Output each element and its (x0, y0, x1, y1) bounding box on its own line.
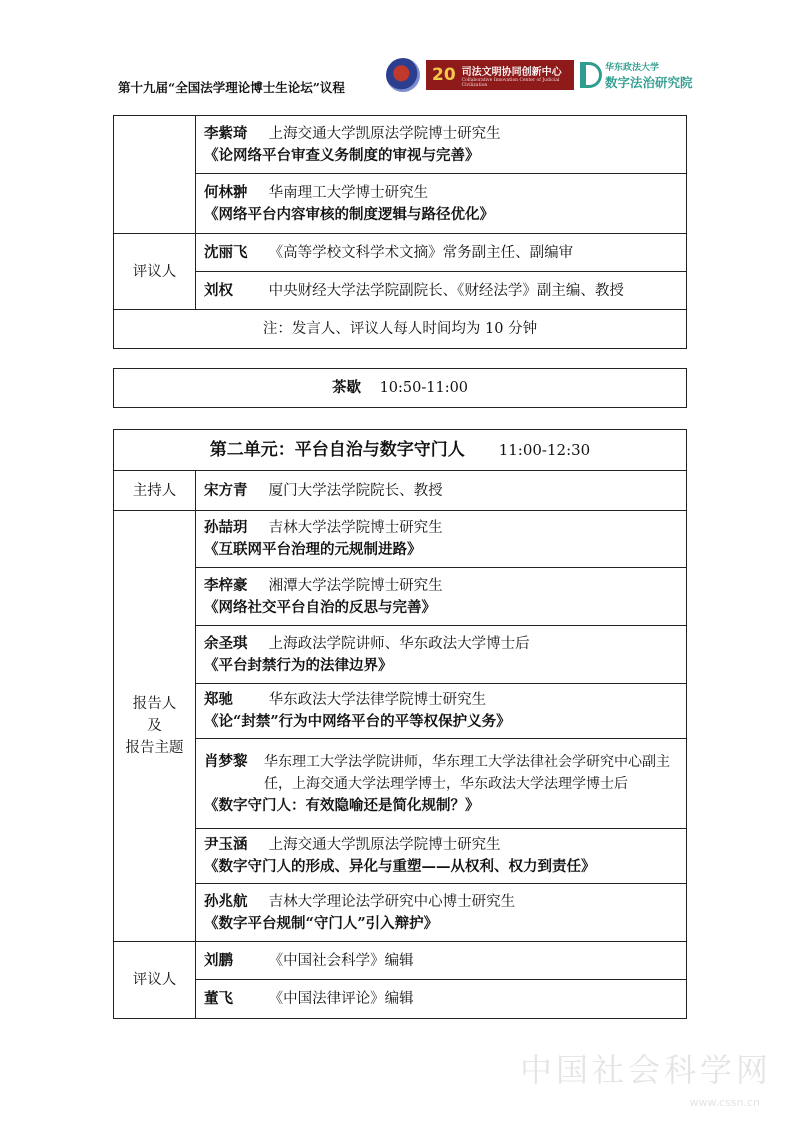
speaker-cell (196, 829, 687, 884)
tea-break-label: 茶歇 (331, 379, 361, 396)
reporter-label (114, 511, 196, 942)
note-row (114, 310, 687, 349)
speaker-affiliation: 上海交通大学凯原法学院博士研究生 (268, 837, 501, 853)
speaker-row (114, 511, 687, 568)
speaker-topic: 《数字平台规制“守门人”引入辩护》 (204, 914, 439, 932)
unit-two-table (113, 429, 687, 1019)
reviewer-row (114, 272, 687, 310)
speaker-cell (196, 116, 687, 174)
reviewer-name: 刘鹏 (204, 951, 233, 969)
reviewer-row (114, 234, 687, 272)
speaker-cell (196, 568, 687, 626)
speaker-name: 孙喆玥 (204, 519, 248, 536)
host-name: 宋方青 (204, 481, 248, 499)
reviewer-name: 刘权 (204, 281, 233, 299)
university-seal-logo (386, 58, 420, 92)
speaker-row (114, 684, 687, 739)
speaker-row (114, 116, 687, 174)
speaker-topic: 《论“封禁”行为中网络平台的平等权保护义务》 (204, 713, 511, 730)
speaker-row (114, 739, 687, 829)
speaker-row (114, 829, 687, 884)
speaker-affiliation: 华东理工大学法学院讲师，华东理工大学法律社会学研究中心副主任，上海交通大学法理学博士，华东政法大学法理学博士后 (264, 753, 670, 792)
empty-label-cell (114, 116, 196, 234)
logo-center-name: 司法文明协同创新中心 (461, 66, 562, 78)
reviewer-name: 沈丽飞 (204, 243, 248, 261)
reviewer-cell (196, 980, 687, 1019)
speaker-affiliation: 湘潭大学法学院博士研究生 (268, 577, 443, 594)
reviewer-name: 董飞 (204, 990, 233, 1007)
speaker-cell (196, 684, 687, 739)
speaker-row (114, 568, 687, 626)
reviewer-cell (196, 272, 687, 310)
reviewer-cell (196, 234, 687, 272)
logo-center-english: Collaborative Innovation Center of Judicial Civilization (461, 77, 560, 88)
speaker-topic: 《数字守门人的形成、异化与重塑——从权利、权力到责任》 (204, 858, 596, 875)
unit-time: 11:00-12:30 (498, 441, 591, 459)
speaker-cell (196, 174, 687, 234)
institute-d-mark-icon (580, 62, 602, 88)
reviewer-affiliation: 《中国社会科学》编辑 (268, 952, 414, 969)
reviewer-affiliation: 《中国法律评论》编辑 (268, 991, 414, 1007)
reviewer-affiliation: 中央财经大学法学院副院长、《财经法学》副主编、教授 (268, 282, 624, 299)
speaker-name: 肖梦黎 (204, 752, 248, 770)
speaker-name: 李梓豪 (204, 576, 248, 594)
speaker-topic: 《平台封禁行为的法律边界》 (204, 656, 393, 674)
logo-institute-name: 数字法治研究院 (605, 74, 693, 90)
reporter-label-line: 报告主题 (125, 740, 184, 756)
speaker-topic: 《互联网平台治理的元规制进路》 (204, 541, 422, 558)
speaker-cell (196, 511, 687, 568)
speaker-name: 余圣琪 (204, 634, 248, 652)
reporter-label-line: 及 (147, 718, 162, 734)
agenda-header-title: 第十九届“全国法学理论博士生论坛”议程 (118, 80, 345, 95)
watermark-url: www.cssn.cn (689, 1096, 760, 1109)
unit-title: 第二单元：平台自治与数字守门人 (209, 440, 465, 460)
reviewer-cell (196, 942, 687, 980)
host-label: 主持人 (114, 471, 196, 511)
time-note: 注：发言人、评议人每人时间均为 10 分钟 (114, 310, 687, 349)
speaker-name: 孙兆航 (204, 892, 248, 910)
logo-university-name: 华东政法大学 (605, 62, 660, 73)
judicial-civilization-center-logo (426, 60, 574, 90)
speaker-topic: 《数字守门人：有效隐喻还是简化规制？》 (204, 796, 480, 814)
speaker-affiliation: 华东政法大学法律学院博士研究生 (268, 692, 487, 708)
reviewer-label: 评议人 (114, 942, 196, 1019)
speaker-topic: 《网络社交平台自治的反思与完善》 (204, 598, 436, 616)
unit-one-table (113, 115, 687, 349)
tea-break-cell (114, 369, 687, 408)
speaker-row (114, 884, 687, 942)
watermark-text: 中国社会科学网 (519, 1051, 772, 1089)
speaker-cell (196, 739, 687, 829)
logo-group (386, 58, 693, 92)
host-affiliation: 厦门大学法学院院长、教授 (268, 482, 443, 499)
speaker-name: 郑驰 (204, 691, 233, 708)
speaker-affiliation: 吉林大学法学院博士研究生 (268, 520, 443, 536)
tea-break-time: 10:50-11:00 (379, 380, 469, 396)
speaker-name: 尹玉涵 (204, 836, 248, 853)
speaker-affiliation: 华南理工大学博士研究生 (268, 184, 429, 201)
reporter-label-line: 报告人 (132, 696, 177, 712)
reviewer-row (114, 942, 687, 980)
speaker-cell (196, 626, 687, 684)
reviewer-row (114, 980, 687, 1019)
tea-break-table (113, 368, 687, 408)
speaker-cell (196, 884, 687, 942)
tea-break-row (114, 369, 687, 408)
speaker-row (114, 626, 687, 684)
speaker-name: 何林翀 (204, 183, 248, 201)
speaker-topic: 《网络平台内容审核的制度逻辑与路径优化》 (204, 205, 494, 223)
host-cell (196, 471, 687, 511)
reviewer-affiliation: 《高等学校文科学术文摘》常务副主任、副编审 (268, 244, 574, 261)
speaker-topic: 《论网络平台审查义务制度的审视与完善》 (204, 146, 480, 164)
speaker-affiliation: 吉林大学理论法学研究中心博士研究生 (268, 893, 516, 910)
reviewer-label: 评议人 (114, 234, 196, 310)
unit-title-cell (114, 430, 687, 471)
logo-number: 20 (432, 65, 456, 85)
speaker-row (114, 174, 687, 234)
host-row (114, 471, 687, 511)
digital-rule-of-law-institute-logo (580, 60, 693, 91)
speaker-name: 李紫琦 (204, 124, 248, 142)
speaker-affiliation: 上海政法学院讲师、华东政法大学博士后 (268, 635, 530, 652)
speaker-affiliation: 上海交通大学凯原法学院博士研究生 (268, 125, 501, 142)
unit-title-row (114, 430, 687, 471)
